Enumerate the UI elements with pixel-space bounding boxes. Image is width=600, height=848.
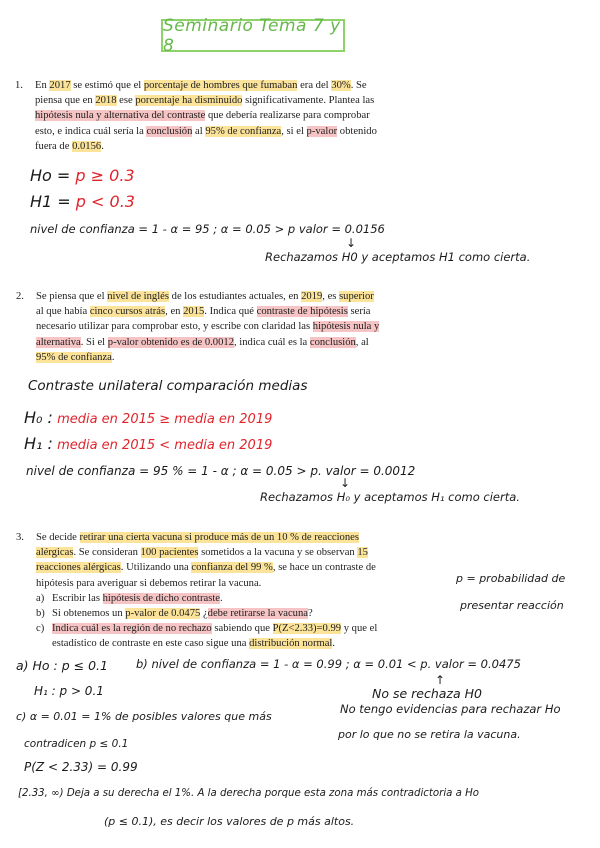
text-run: , es [322,291,340,302]
q2-h1 [24,434,272,453]
text-line [35,78,377,93]
q1-h1-value: p < 0.3 [75,192,135,211]
text-run: necesario utilizar para comprobar esto, y escribe con claridad las [36,321,313,333]
text-run: fuera de [35,140,73,152]
question-1 [15,78,377,154]
q1-arrow-icon: ↓ [346,236,357,250]
q1-confidence: nivel de confianza = 1 - α = 95 ; α = 0.05 > p valor = 0.0156 [30,222,385,236]
text-run: . [111,351,115,363]
highlighted-yellow-text: 100 pacientes [140,547,199,559]
q3-p-definition-1: p = probabilidad de [456,572,566,585]
question-3-subitems [36,591,377,652]
q2-h0-value: media en 2015 ≥ media en 2019 [57,412,273,427]
q3-c-line-1: c) α = 0.01 = 1% de posibles valores que más [16,710,272,723]
text-line [36,530,377,545]
highlighted-yellow-text: 2019 [301,291,323,302]
text-run: de los estudiantes actuales, en [169,291,302,302]
highlighted-pink-text: conclusión [146,125,193,137]
q2-h0 [24,408,272,427]
text-line [36,319,379,334]
text-run: que debería realizarse para comprobar [205,110,370,122]
q3-c-line-3: P(Z < 2.33) = 0.99 [24,760,138,774]
q3-b-explanation-1: No tengo evidencias para rechazar Ho [340,702,561,716]
q2-h0-label: H₀ : [24,408,53,427]
highlighted-pink-text: alternativa [36,336,81,348]
text-run: sabiendo que [211,623,273,635]
text-run: se estimó que el [70,80,144,91]
text-run: obtenido [337,125,377,137]
text-line [36,576,377,591]
highlighted-yellow-text: retirar una cierta vacuna si produce más de un 10 % de reacciones [79,532,359,543]
q3-p-definition-2: presentar reacción [460,599,564,612]
text-run: Se decide [36,532,80,543]
sub-item [36,591,377,606]
question-1-text [35,78,377,154]
q3-arrow-icon: ↑ [435,673,446,687]
text-line [36,304,379,319]
text-run: , indica cuál es la [234,336,310,348]
q2-contrast-type: Contraste unilateral comparación medias [28,378,308,394]
page-title-text: Seminario Tema 7 y 8 [163,15,341,56]
text-run: . Indica qué [204,306,257,318]
text-line [36,560,377,575]
q3-a-h0: a) Ho : p ≤ 0.1 [16,658,108,673]
q1-h1 [30,192,135,211]
q3-b-explanation-2: por lo que no se retira la vacuna. [338,728,521,741]
text-run: , al [355,336,369,348]
highlighted-yellow-text: P(Z<2.33)=0.99 [272,623,342,635]
highlighted-yellow-text: 95% de confianza [205,125,282,137]
sub-item [36,606,377,621]
highlighted-yellow-text: porcentaje de hombres que fumaban [143,80,298,91]
highlighted-pink-text: hipótesis nula y alternativa del contraste [35,110,206,122]
highlighted-pink-text: conclusión [309,336,356,348]
text-run: y que el [341,623,378,635]
q2-conclusion: Rechazamos H₀ y aceptamos H₁ como cierta. [260,490,520,504]
text-run: . Si el [80,336,108,348]
highlighted-pink-text: hipótesis de dicho contraste [102,592,220,604]
text-run: . [332,638,336,650]
highlighted-yellow-text: reacciones alérgicas [36,562,121,574]
q1-conclusion: Rechazamos H0 y aceptamos H1 como cierta. [265,250,531,264]
question-number: 3. [16,532,24,543]
text-line [36,350,379,365]
page-title [161,15,345,56]
q2-h1-value: media en 2015 < media en 2019 [57,438,273,453]
text-run: piensa que en [35,95,96,107]
text-run: ? [307,608,313,620]
text-run: . Se [350,80,367,91]
question-2-text [36,289,379,365]
text-run: . Utilizando una [120,562,192,574]
question-number: 1. [15,80,23,91]
q3-c-line-2: contradicen p ≤ 0.1 [24,738,129,750]
text-run: era del [297,80,332,91]
text-run: significativamente. Plantea las [242,95,375,107]
highlighted-yellow-text: nivel de inglés [107,291,169,302]
highlighted-yellow-text: p-valor de 0.0475 [125,608,201,620]
q3-a-h1: H₁ : p > 0.1 [34,684,104,698]
sub-item-label: b) [36,608,45,620]
text-run: estadístico de contraste en este caso sigue una [52,638,250,650]
q3-c-line-4: [2.33, ∞) Deja a su derecha el 1%. A la derecha porque esta zona más contradictoria a Ho [18,788,480,799]
highlighted-pink-text: contraste de hipótesis [256,306,348,318]
text-run: hipótesis para averiguar si debemos retirar la vacuna. [36,577,262,589]
text-run: . Se consideran [73,547,141,559]
sub-item [36,621,377,636]
q3-b-result: No se rechaza H0 [372,686,482,701]
text-run: . [220,592,223,604]
highlighted-yellow-text: 95% de confianza [36,351,112,363]
highlighted-yellow-text: 15 [357,547,368,559]
sub-item-label: a) [36,592,45,604]
question-3-text [36,530,377,591]
text-line [36,289,379,304]
highlighted-yellow-text: 2018 [95,95,117,107]
q1-h0 [30,166,135,185]
text-run: Se piensa que el [36,291,108,302]
highlighted-yellow-text: alérgicas [36,547,74,559]
question-number: 2. [16,291,24,302]
text-run: , si el [281,125,307,137]
highlighted-yellow-text: distribución normal [249,638,333,650]
text-run: . [101,140,104,152]
highlighted-pink-text: hipótesis nula y [312,321,380,333]
sub-item [36,636,377,651]
highlighted-yellow-text: 30% [331,80,351,91]
text-line [36,335,379,350]
highlighted-yellow-text: 2015 [183,306,205,318]
question-2 [16,289,380,365]
q2-h1-label: H₁ : [24,434,53,453]
q3-c-line-5: (p ≤ 0.1), es decir los valores de p más altos. [104,815,355,828]
text-run: Si obtenemos un [52,608,126,620]
highlighted-yellow-text: confianza del 99 % [191,562,273,574]
highlighted-yellow-text: superior [339,291,374,302]
text-line [35,139,377,154]
highlighted-yellow-text: 2017 [49,80,71,91]
text-run: sometidos a la vacuna y se observan [198,547,358,559]
q2-arrow-icon: ↓ [340,476,351,490]
text-run: esto, e indica cuál sería la [35,125,147,137]
highlighted-pink-text: Indica cuál es la región de no rechazo [52,623,212,635]
text-run: al que había [36,306,90,318]
text-run: sería [347,306,371,318]
highlighted-pink-text: p-valor obtenido es de 0.0012 [107,336,234,348]
q3-b-confidence: b) nivel de confianza = 1 - α = 0.99 ; α = 0.01 < p. valor = 0.0475 [136,657,521,671]
text-run: al [192,125,206,137]
q1-h0-label: Ho = [30,166,71,185]
text-run: , en [165,306,184,318]
q1-h1-label: H1 = [30,192,71,211]
q2-confidence: nivel de confianza = 95 % = 1 - α ; α = 0.05 > p. valor = 0.0012 [26,464,416,478]
text-run: ese [116,95,136,107]
text-line [36,545,377,560]
text-run: , se hace un contraste de [272,562,376,574]
text-run: Escribir las [52,592,103,604]
highlighted-yellow-text: 0.0156 [72,140,102,152]
text-line [35,108,377,123]
q1-h0-value: p ≥ 0.3 [75,166,135,185]
question-3 [16,530,378,652]
highlighted-pink-text: debe retirarse la vacuna [207,608,308,620]
highlighted-yellow-text: porcentaje ha disminuido [135,95,243,107]
text-line [35,124,377,139]
highlighted-pink-text: p-valor [306,125,338,137]
sub-item-label: c) [36,623,45,635]
text-run: ¿ [200,608,208,620]
highlighted-yellow-text: cinco cursos atrás [89,306,166,318]
text-run: En [35,80,50,91]
text-line [35,93,377,108]
